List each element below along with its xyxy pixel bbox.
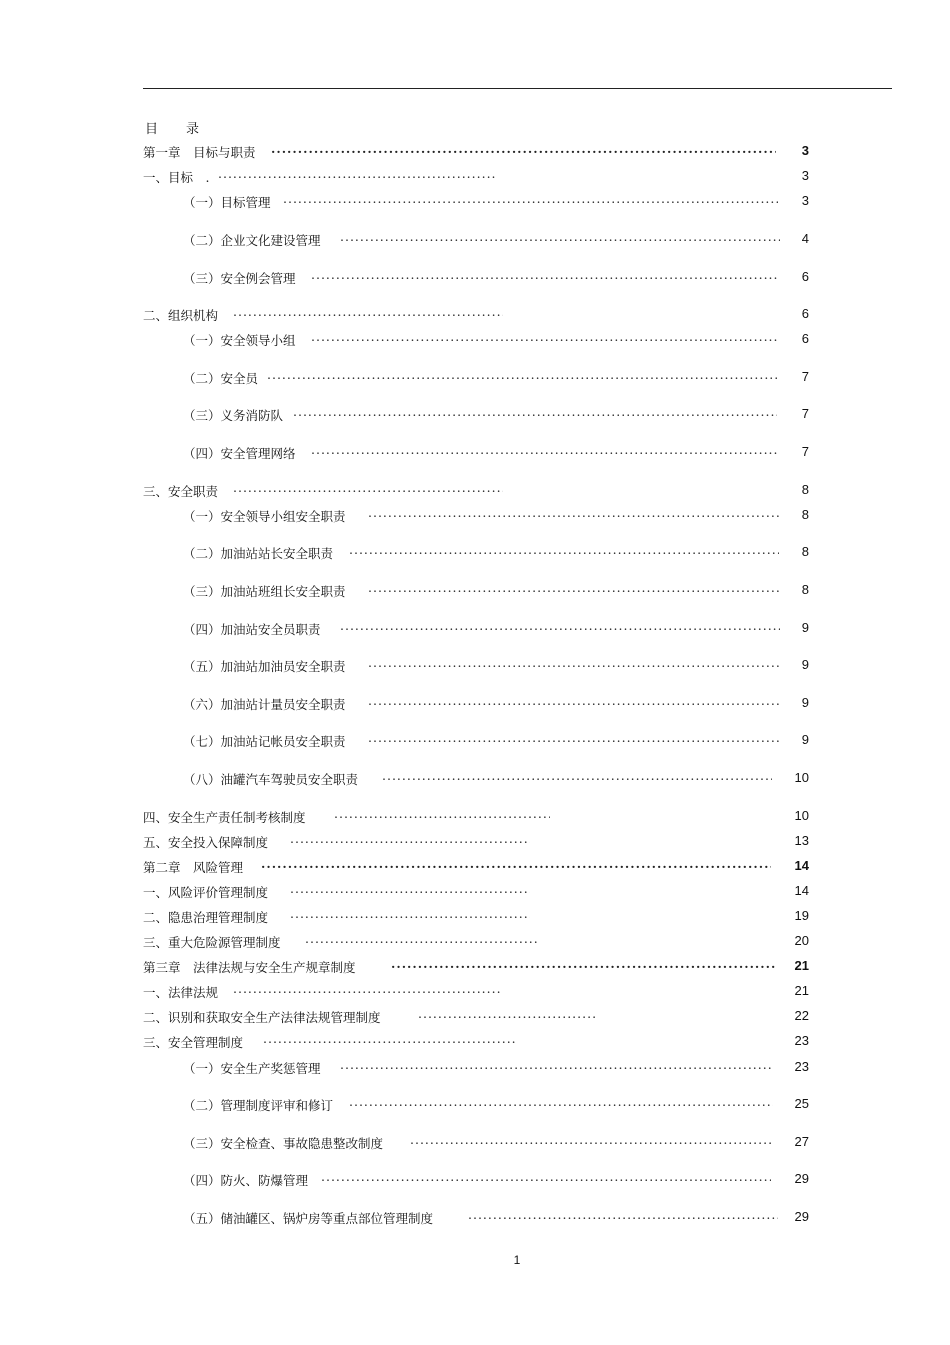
leader-dots (305, 931, 539, 949)
toc-entry-section[interactable] (143, 933, 809, 951)
leader-dots (283, 191, 778, 209)
toc-entry-page: 25 (794, 1096, 809, 1111)
toc-entry-page: 9 (801, 732, 809, 747)
toc-entry-label: 三、安全职责 (143, 484, 219, 499)
toc-entry-label: （一）安全领导小组 (183, 333, 296, 348)
toc-entry-page: 29 (794, 1171, 809, 1186)
leader-dots (340, 1057, 773, 1075)
leader-dots (311, 329, 778, 347)
toc-entry-label: （三）安全检查、事故隐患整改制度 (183, 1136, 384, 1151)
toc-entry-label: （七）加油站记帐员安全职责 (183, 734, 346, 749)
toc-entry-sub[interactable] (183, 444, 809, 462)
toc-entry-page: 8 (801, 507, 809, 522)
toc-entry-page: 9 (801, 657, 809, 672)
toc-entry-label: （一）安全领导小组安全职责 (183, 509, 346, 524)
toc-entry-label: （五）储油罐区、锅炉房等重点部位管理制度 (183, 1211, 434, 1226)
leader-dots (233, 480, 503, 498)
leader-dots (290, 906, 530, 924)
toc-entry-page: 9 (801, 695, 809, 710)
toc-entry-sub[interactable] (183, 193, 809, 211)
toc-entry-label: （六）加油站计量员安全职责 (183, 697, 346, 712)
toc-entry-sub[interactable] (183, 582, 809, 600)
toc-entry-section[interactable] (143, 908, 809, 926)
leader-dots (263, 1031, 515, 1049)
toc-entry-page: 7 (801, 406, 809, 421)
toc-entry-sub[interactable] (183, 657, 809, 675)
toc-entry-label: 二、隐患治理管理制度 (143, 910, 269, 925)
toc-entry-page: 27 (794, 1134, 809, 1149)
toc-entry-section[interactable] (143, 306, 809, 324)
toc-entry-section[interactable] (143, 168, 809, 186)
toc-entry-chapter-3[interactable] (143, 958, 809, 976)
toc-entry-sub[interactable] (183, 269, 809, 287)
toc-entry-page: 6 (801, 269, 809, 284)
toc-entry-section[interactable] (143, 1033, 809, 1051)
leader-dots (410, 1132, 774, 1150)
toc-entry-label: （五）加油站加油员安全职责 (183, 659, 346, 674)
toc-entry-label: 三、重大危险源管理制度 (143, 935, 281, 950)
toc-entry-label: 一、法律法规 (143, 985, 219, 1000)
toc-entry-page: 14 (794, 858, 809, 873)
toc-entry-section[interactable] (143, 482, 809, 500)
toc-entry-sub[interactable] (183, 507, 809, 525)
toc-entry-page: 7 (801, 444, 809, 459)
leader-dots (293, 404, 777, 422)
toc-entry-label: 三、安全管理制度 (143, 1035, 244, 1050)
toc-entry-label: （三）加油站班组长安全职责 (183, 584, 346, 599)
leader-dots (418, 1006, 598, 1024)
toc-entry-label: （二）安全员 (183, 371, 259, 386)
toc-entry-page: 21 (794, 958, 809, 973)
toc-entry-sub[interactable] (183, 231, 809, 249)
leader-dots (349, 1094, 773, 1112)
toc-entry-label: （四）防火、防爆管理 (183, 1173, 309, 1188)
toc-entry-page: 6 (801, 306, 809, 321)
leader-dots (233, 304, 503, 322)
toc-entry-page: 13 (794, 833, 809, 848)
toc-entry-label: 五、安全投入保障制度 (143, 835, 269, 850)
toc-entry-page: 8 (801, 482, 809, 497)
toc-entry-page: 8 (801, 582, 809, 597)
toc-entry-sub[interactable] (183, 695, 809, 713)
toc-entry-sub[interactable] (183, 1171, 809, 1189)
toc-entry-sub[interactable] (183, 732, 809, 750)
leader-dots (233, 981, 501, 999)
leader-dots (271, 141, 776, 159)
toc-entry-page: 10 (794, 808, 809, 823)
leader-dots (321, 1169, 771, 1187)
toc-entry-page: 3 (801, 143, 809, 158)
leader-dots (368, 693, 781, 711)
toc-entry-page: 19 (794, 908, 809, 923)
header-rule (143, 88, 892, 89)
leader-dots (290, 881, 530, 899)
toc-entry-label: （四）加油站安全员职责 (183, 622, 321, 637)
toc-entry-page: 8 (801, 544, 809, 559)
toc-heading: 目录 (145, 122, 228, 137)
toc-entry-page: 4 (801, 231, 809, 246)
toc-entry-label: 一、风险评价管理制度 (143, 885, 269, 900)
toc-entry-label: （四）安全管理网络 (183, 446, 296, 461)
toc-entry-sub[interactable] (183, 369, 809, 387)
leader-dots (368, 580, 779, 598)
toc-entry-label: 二、组织机构 (143, 308, 219, 323)
toc-entry-chapter-2[interactable] (143, 858, 809, 876)
toc-entry-sub[interactable] (183, 406, 809, 424)
leader-dots (368, 730, 781, 748)
toc-entry-label: 一、目标 . (143, 170, 210, 185)
toc-entry-section[interactable] (143, 983, 809, 1001)
toc-entry-page: 29 (794, 1209, 809, 1224)
leader-dots (261, 856, 771, 874)
toc-entry-page: 22 (794, 1008, 809, 1023)
toc-entry-sub[interactable] (183, 544, 809, 562)
toc-entry-label: （八）油罐汽车驾驶员安全职责 (183, 772, 359, 787)
toc-entry-section[interactable] (143, 808, 809, 826)
toc-entry-section[interactable] (143, 1008, 809, 1026)
toc-entry-page: 7 (801, 369, 809, 384)
leader-dots (311, 442, 778, 460)
toc-entry-page: 14 (794, 883, 809, 898)
toc-entry-label: （二）企业文化建设管理 (183, 233, 321, 248)
leader-dots (218, 166, 496, 184)
leader-dots (468, 1207, 778, 1225)
leader-dots (340, 618, 780, 636)
leader-dots (311, 267, 778, 285)
toc-entry-page: 23 (794, 1033, 809, 1048)
toc-entry-sub[interactable] (183, 331, 809, 349)
toc-entry-sub[interactable] (183, 1134, 809, 1152)
toc-entry-page: 3 (801, 168, 809, 183)
toc-entry-page: 6 (801, 331, 809, 346)
leader-dots (349, 542, 779, 560)
toc-entry-sub[interactable] (183, 1096, 809, 1114)
page-number: 1 (513, 1253, 521, 1267)
toc-entry-chapter-1[interactable] (143, 143, 809, 161)
leader-dots (382, 768, 772, 786)
leader-dots (368, 655, 781, 673)
toc-entry-label: （二）管理制度评审和修订 (183, 1098, 334, 1113)
toc-entry-sub[interactable] (183, 1059, 809, 1077)
toc-entry-sub[interactable] (183, 620, 809, 638)
toc-entry-label: 第一章 目标与职责 (143, 145, 256, 160)
leader-dots (391, 956, 776, 974)
toc-entry-section[interactable] (143, 883, 809, 901)
toc-entry-label: （三）义务消防队 (183, 408, 284, 423)
toc-entry-label: 四、安全生产责任制考核制度 (143, 810, 306, 825)
toc-entry-page: 9 (801, 620, 809, 635)
toc-entry-sub[interactable] (183, 770, 809, 788)
toc-entry-page: 10 (794, 770, 809, 785)
toc-entry-page: 3 (801, 193, 809, 208)
leader-dots (267, 367, 777, 385)
toc-entry-label: 第三章 法律法规与安全生产规章制度 (143, 960, 356, 975)
toc-entry-page: 23 (794, 1059, 809, 1074)
toc-entry-section[interactable] (143, 833, 809, 851)
toc-entry-page: 20 (794, 933, 809, 948)
toc-entry-label: （二）加油站站长安全职责 (183, 546, 334, 561)
toc-entry-label: （一）目标管理 (183, 195, 271, 210)
leader-dots (368, 505, 781, 523)
toc-entry-label: （三）安全例会管理 (183, 271, 296, 286)
toc-entry-sub[interactable] (183, 1209, 809, 1227)
toc-entry-label: （一）安全生产奖惩管理 (183, 1061, 321, 1076)
leader-dots (340, 229, 780, 247)
leader-dots (334, 806, 550, 824)
leader-dots (290, 831, 530, 849)
toc-entry-page: 21 (794, 983, 809, 998)
toc-entry-label: 二、识别和获取安全生产法律法规管理制度 (143, 1010, 381, 1025)
toc-entry-label: 第二章 风险管理 (143, 860, 244, 875)
